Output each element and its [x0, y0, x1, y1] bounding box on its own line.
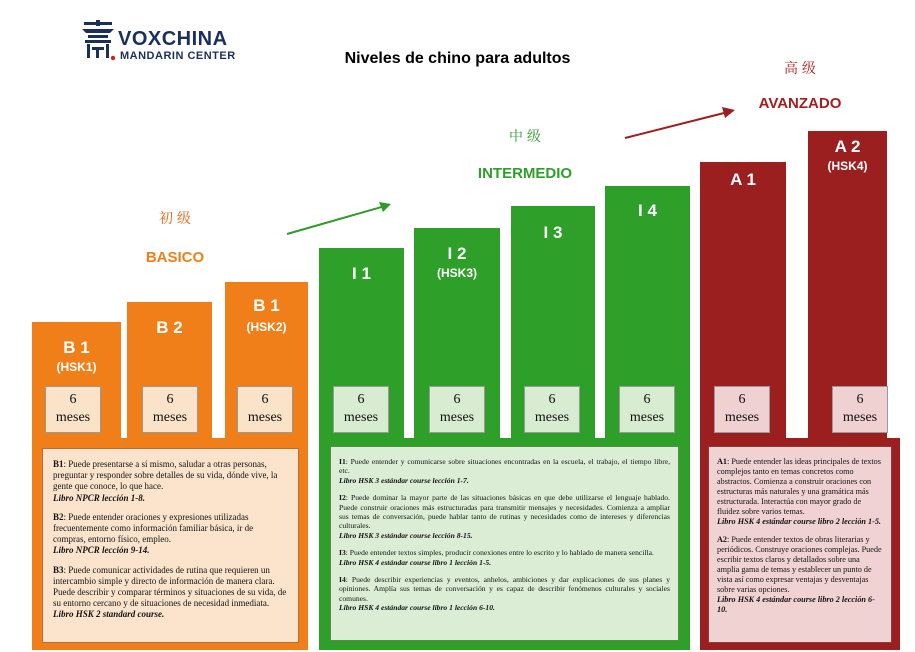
- level-bar-label: I 3: [543, 223, 563, 242]
- progress-arrow-icon: [623, 104, 738, 142]
- advanced-level-label: AVANZADO: [758, 95, 842, 112]
- intermediate-description-i1: I1: Puede entender y comunicarse sobre situaciones encontradas en la escuela, el trabajo, el tiempo libre, etc. Libro HSK 3 estándar course lección 1-7.: [339, 457, 670, 485]
- advanced-level-chinese: 高 级: [784, 60, 816, 76]
- duration-box: 6 meses: [45, 386, 101, 433]
- advanced-description-box: [708, 446, 892, 643]
- duration-box: 6 meses: [142, 386, 198, 433]
- level-bar-hsk: (HSK3): [436, 266, 477, 280]
- advanced-description-a2: A2: Puede entender textos de obras literarias y periódicos. Construye oraciones complejas. Puede escribir textos claros y detallados sobre una amplia gama de temas y establecer un punto de vista así como expresar ventajas y desventajas sobre varias opciones. Libro HSK 4 estándar course libro 2 lección 6-10.: [717, 535, 882, 614]
- basic-level-label: BASICO: [145, 249, 205, 266]
- intermediate-panel: [319, 438, 690, 650]
- intermediate-description-i4: I4: Puede describir experiencias y eventos, anhelos, ambiciones y dar explicaciones de sus planes y opiniones. Amplía sus temas de conversación y es capaz de describir fenómenos culturales y sociales comunes. Libro HSK 4 estándar course libro 1 lección 6-10.: [339, 575, 670, 613]
- level-bar-label: I 2: [447, 244, 467, 263]
- intermediate-description-i3: I3: Puede entender textos simples, producir conexiones entre lo escrito y lo hablado de manera sencilla. Libro HSK 4 estándar course libro 1 lección 1-5.: [339, 548, 654, 567]
- advanced-panel: [700, 438, 900, 650]
- duration-box: 6 meses: [714, 386, 770, 433]
- advanced-description-a1: A1: Puede entender las ideas principales de textos complejos tanto en temas concretos como abstractos. Comienza a construir oraciones con estructuras más naturales y una gramática más estructurada. Interactúa con mayor grado de fluidez sobre varios temas. Libro HSK 4 estándar course libro 2 lección 1-5.: [717, 457, 881, 526]
- level-bar-label: A 1: [730, 170, 756, 189]
- basic-description-b2: B2: Puede entender oraciones y expresiones utilizadas frecuentemente como información familiar básica, ir de compras, entorno físico, empleo. Libro NPCR lección 9-14.: [53, 511, 254, 556]
- progress-arrow-icon: [285, 198, 395, 238]
- basic-description-b3: B3: Puede comunicar actividades de rutina que requieren un intercambio simple y directo de información de manera clara. Puede describir y comparar términos y situaciones de su vida, de su entorno cercano y de situaciones de necesidad inmediata. Libro HSK 2 standard course.: [53, 564, 287, 620]
- basic-level-chinese: 初 级: [159, 210, 191, 226]
- duration-box: 6 meses: [619, 386, 675, 433]
- intermediate-level-label: INTERMEDIO: [477, 165, 573, 182]
- level-bar-label: I 4: [638, 201, 657, 220]
- basic-panel: [32, 438, 308, 650]
- duration-box: 6 meses: [333, 386, 389, 433]
- level-bar-label: A 2: [834, 137, 861, 156]
- duration-box: 6 meses: [429, 386, 485, 433]
- duration-box: 6 meses: [524, 386, 580, 433]
- logo-subtitle: MANDARIN CENTER: [120, 50, 236, 62]
- level-bar-hsk: (HSK2): [246, 320, 287, 334]
- intermediate-level-chinese: 中 级: [509, 128, 541, 144]
- level-bar-label: B 1: [63, 338, 90, 357]
- basic-description-box: [42, 448, 299, 643]
- level-bar-label: B 1: [253, 296, 280, 315]
- duration-box: 6 meses: [832, 386, 888, 433]
- intermediate-description-i2: I2: Puede dominar la mayor parte de las situaciones básicas en que debe utilizarse el lenguaje hablado. Puede construir oraciones más estructuradas para transmitir mensajes y necesidades. Comienza a ampliar sus temas de conversación, puede hablar tanto de rutinas y necesidades como de intereses y diferencias culturales. Libro HSK 3 estándar course lección 8-15.: [339, 493, 670, 540]
- level-bar-label: I 1: [352, 264, 371, 283]
- level-bar-hsk: (HSK4): [827, 159, 868, 173]
- page-title: Niveles de chino para adultos: [344, 50, 571, 67]
- basic-description-b1: B1: Puede presentarse a sí mismo, saludar a otras personas, preguntar y responder sobre detalles de su vida, dónde vive, la gente que conoce, lo que hace. Libro NPCR lección 1-8.: [53, 459, 278, 503]
- intermediate-description-box: [330, 446, 679, 641]
- level-bar-label: B 2: [156, 318, 183, 337]
- logo-name: VOXCHINA: [118, 28, 228, 50]
- level-bar-hsk: (HSK1): [56, 360, 97, 374]
- duration-box: 6 meses: [237, 386, 293, 433]
